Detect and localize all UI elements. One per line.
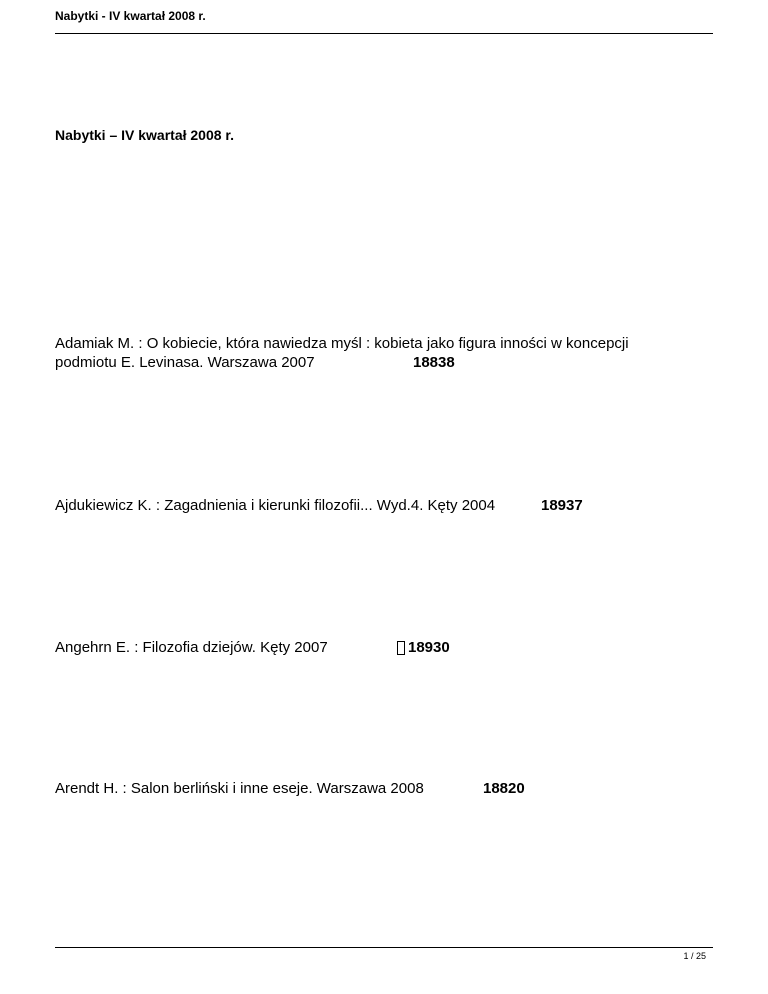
footer-divider [55,947,713,948]
entry-description: Arendt H. : Salon berliński i inne eseje. Warszawa 2008 [55,780,424,797]
missing-glyph-icon [397,641,405,655]
document-title: Nabytki – IV kwartał 2008 r. [55,127,234,143]
entry-description: Ajdukiewicz K. : Zagadnienia i kierunki filozofii... Wyd.4. Kęty 2004 [55,497,496,514]
catalog-entry-ajdukiewicz [55,496,715,515]
page-number: 1 / 25 [683,951,706,961]
entry-accession-number: 18930 [408,639,450,656]
catalog-entry-arendt [55,779,715,798]
catalog-entry-adamiak [55,334,715,372]
catalog-entry-angehrn [55,638,715,657]
entry-description-line-2: podmiotu E. Levinasa. Warszawa 2007 [55,354,315,371]
entry-accession-number: 18820 [483,780,525,797]
entry-description-line-1: Adamiak M. : O kobiecie, która nawiedza myśl : kobieta jako figura inności w koncepcji [55,335,629,352]
entry-accession-number: 18937 [541,497,583,514]
running-header-title: Nabytki - IV kwartał 2008 r. [55,9,206,23]
header-divider [55,33,713,34]
entry-description: Angehrn E. : Filozofia dziejów. Kęty 2007 [55,639,328,656]
entry-accession-number: 18838 [413,354,455,371]
